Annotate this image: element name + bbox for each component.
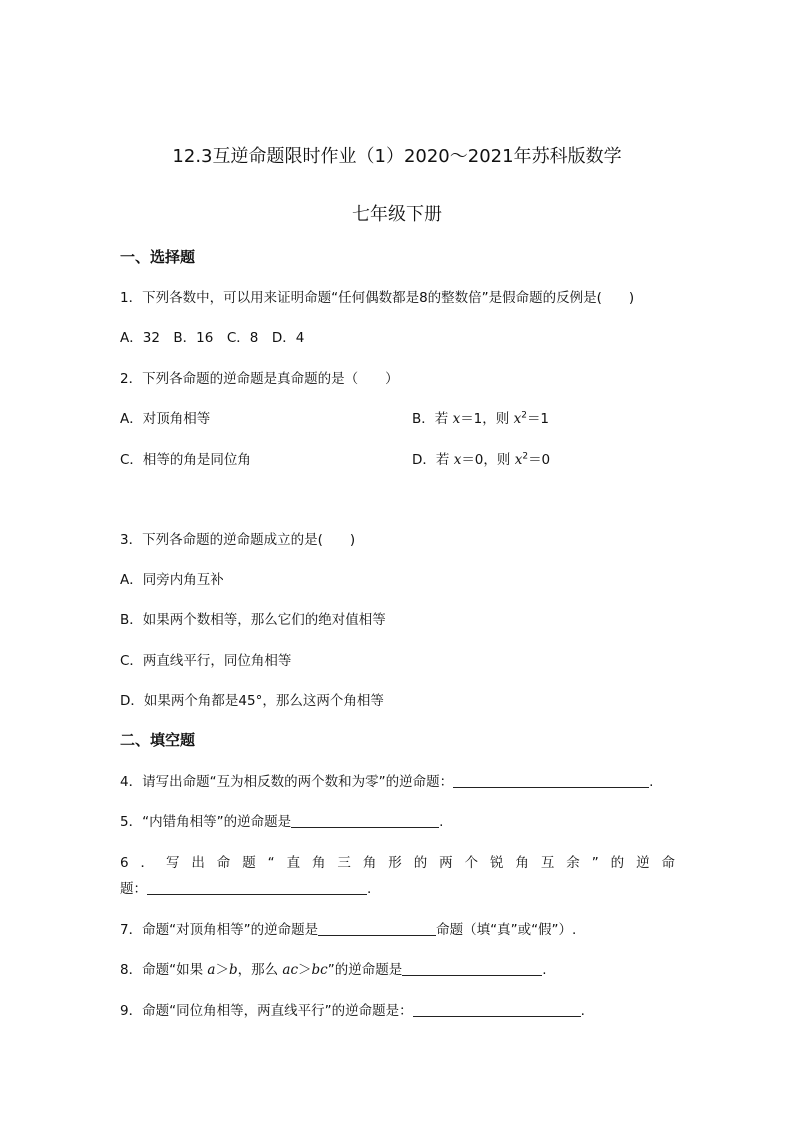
question-6-line1: 6．写出命题“直角三角形的两个锐角互余”的逆命 bbox=[120, 855, 675, 871]
question-1-text: 1．下列各数中，可以用来证明命题“任何偶数都是8的整数倍”是假命题的反例是( ) bbox=[120, 290, 635, 306]
question-3-option-d: D．如果两个角都是45°，那么这两个角相等 bbox=[120, 693, 384, 709]
question-2-option-c: C．相等的角是同位角 bbox=[120, 452, 251, 468]
question-5: 5．“内错角相等”的逆命题是 . bbox=[120, 814, 444, 830]
question-3-option-c: C．两直线平行，同位角相等 bbox=[120, 653, 292, 669]
answer-blank-9[interactable] bbox=[413, 1002, 581, 1017]
question-4: 4．请写出命题“互为相反数的两个数和为零”的逆命题： . bbox=[120, 774, 654, 790]
answer-blank-4[interactable] bbox=[453, 773, 649, 788]
document-title-line2: 七年级下册 bbox=[352, 204, 442, 225]
question-3-option-b: B．如果两个数相等，那么它们的绝对值相等 bbox=[120, 612, 386, 628]
question-2-option-a: A．对顶角相等 bbox=[120, 411, 211, 427]
question-6-line2: 题： . bbox=[120, 881, 372, 897]
question-9: 9．命题“同位角相等，两直线平行”的逆命题是： . bbox=[120, 1003, 585, 1019]
question-1-options: A．32 B．16 C．8 D．4 bbox=[120, 330, 305, 346]
document-title-line1: 12.3互逆命题限时作业（1）2020～2021年苏科版数学 bbox=[172, 146, 622, 167]
question-2-option-b: B．若 x＝1，则 $x^2=1$ bbox=[412, 410, 550, 427]
question-3-option-a: A．同旁内角互补 bbox=[120, 572, 224, 588]
answer-blank-7[interactable] bbox=[318, 921, 436, 936]
question-2-option-d: D．若 x＝0，则 $x^2=0$ bbox=[412, 451, 551, 468]
answer-blank-5[interactable] bbox=[291, 813, 439, 828]
question-7: 7．命题“对顶角相等”的逆命题是 命题（填“真”或“假”）. bbox=[120, 922, 577, 938]
section-heading-fill: 二、填空题 bbox=[120, 731, 196, 749]
answer-blank-8[interactable] bbox=[402, 961, 542, 976]
question-8: 8．命题“如果 a＞b，那么 ac＞bc”的逆命题是 . bbox=[120, 962, 547, 978]
question-3-text: 3．下列各命题的逆命题成立的是( ) bbox=[120, 532, 356, 548]
section-heading-choice: 一、选择题 bbox=[120, 248, 196, 266]
question-2-text: 2．下列各命题的逆命题是真命题的是（ ） bbox=[120, 371, 399, 387]
answer-blank-6[interactable] bbox=[147, 880, 367, 895]
